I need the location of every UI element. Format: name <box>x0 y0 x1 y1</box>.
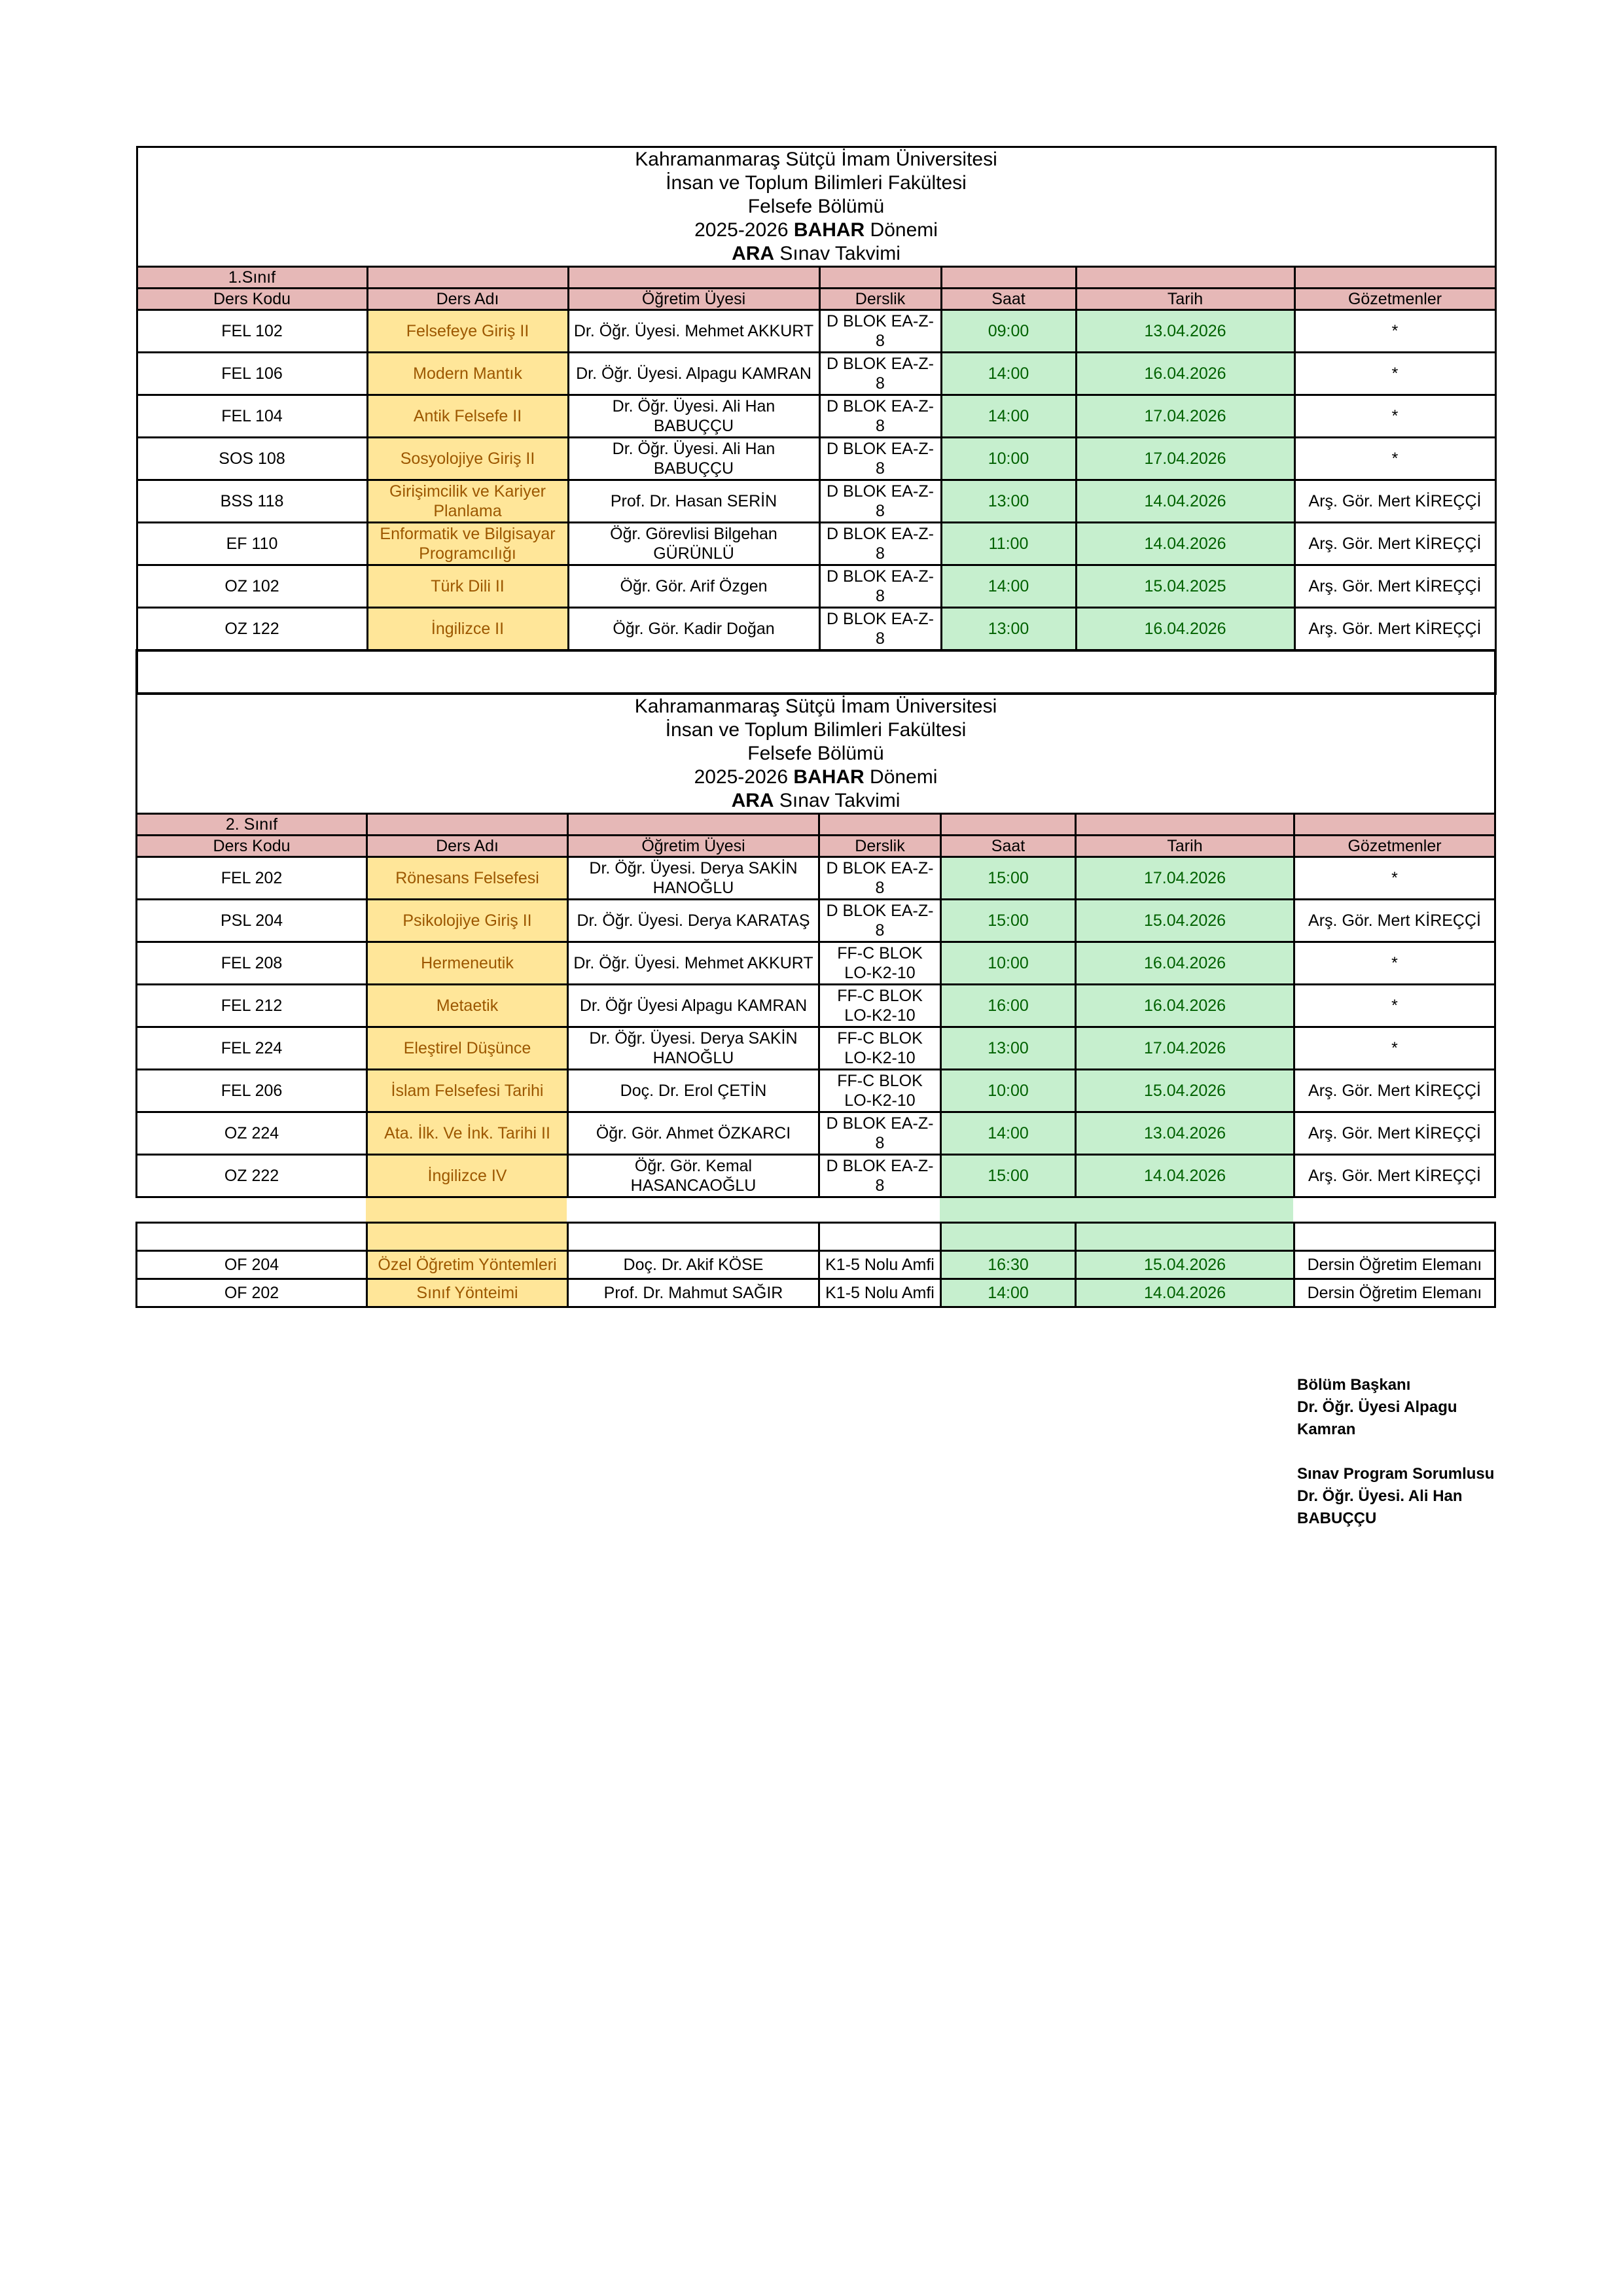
classroom: D BLOK EA-Z-8 <box>819 523 941 565</box>
proctor: * <box>1294 353 1495 395</box>
table-row <box>137 1070 1495 1112</box>
exam-calendar-word: Sınav Takvimi <box>774 243 901 264</box>
col-instructor: Öğretim Üyesi <box>568 836 819 857</box>
instructor: Prof. Dr. Mahmut SAĞIR <box>568 1279 819 1307</box>
instructor: Dr. Öğr. Üyesi. Alpagu KAMRAN <box>568 353 819 395</box>
class-label: 1.Sınıf <box>137 267 367 289</box>
instructor: Öğr. Görevlisi Bilgehan GÜRÜNLÜ <box>568 523 819 565</box>
instructor: Dr. Öğr. Üyesi. Ali Han BABUÇÇU <box>568 438 819 480</box>
classroom: D BLOK EA-Z-8 <box>819 565 941 608</box>
col-course-name: Ders Adı <box>367 289 568 310</box>
classroom: FF-C BLOK LO-K2-10 <box>819 1027 941 1070</box>
table-row <box>137 565 1495 608</box>
proctor: Arş. Gör. Mert KİREÇÇİ <box>1294 523 1495 565</box>
second-year-schedule-table <box>135 695 1496 1198</box>
faculty-name: İnsan ve Toplum Bilimleri Fakültesi <box>666 172 967 194</box>
band-gap <box>135 1198 1494 1222</box>
instructor: Doç. Dr. Erol ÇETİN <box>568 1070 819 1112</box>
table-row <box>137 1027 1495 1070</box>
proctor: Dersin Öğretim Elemanı <box>1294 1251 1495 1279</box>
course-code: OF 202 <box>137 1279 367 1307</box>
exam-date: 13.04.2026 <box>1076 310 1294 353</box>
instructor: Öğr. Gör. Ahmet ÖZKARCI <box>568 1112 819 1155</box>
table-row <box>137 985 1495 1027</box>
proctor: * <box>1294 942 1495 985</box>
col-instructor: Öğretim Üyesi <box>568 289 819 310</box>
course-code: FEL 104 <box>137 395 367 438</box>
proctor: Arş. Gör. Mert KİREÇÇİ <box>1294 1070 1495 1112</box>
instructor: Öğr. Gör. Arif Özgen <box>568 565 819 608</box>
course-name: Rönesans Felsefesi <box>367 857 568 900</box>
empty-row <box>137 1223 1495 1251</box>
course-code: FEL 224 <box>137 1027 367 1070</box>
table-row <box>137 1251 1495 1279</box>
exam-calendar-word: Sınav Takvimi <box>774 790 901 811</box>
exam-time: 15:00 <box>941 900 1076 942</box>
department-head-surname: Kamran <box>1297 1421 1356 1438</box>
column-header-row <box>137 289 1495 310</box>
department-name: Felsefe Bölümü <box>747 196 885 217</box>
table-row <box>137 608 1495 651</box>
university-name: Kahramanmaraş Sütçü İmam Üniversitesi <box>635 149 997 170</box>
course-name: Modern Mantık <box>367 353 568 395</box>
proctor: * <box>1294 395 1495 438</box>
classroom: D BLOK EA-Z-8 <box>819 1155 941 1197</box>
classroom: D BLOK EA-Z-8 <box>819 353 941 395</box>
exam-time: 13:00 <box>941 1027 1076 1070</box>
exam-date: 16.04.2026 <box>1076 985 1294 1027</box>
exam-time: 11:00 <box>941 523 1076 565</box>
course-name: İngilizce IV <box>367 1155 568 1197</box>
department-head-name: Dr. Öğr. Üyesi Alpagu <box>1297 1398 1457 1416</box>
exam-date: 14.04.2026 <box>1076 1279 1294 1307</box>
course-name: Girişimcilik ve Kariyer Planlama <box>367 480 568 523</box>
exam-time: 10:00 <box>941 942 1076 985</box>
proctor: * <box>1294 310 1495 353</box>
col-time: Saat <box>941 289 1076 310</box>
exam-date: 14.04.2026 <box>1076 1155 1294 1197</box>
table-row <box>137 900 1495 942</box>
instructor: Dr. Öğr. Üyesi. Derya SAKİN HANOĞLU <box>568 857 819 900</box>
proctor: * <box>1294 857 1495 900</box>
exam-date: 13.04.2026 <box>1076 1112 1294 1155</box>
university-name: Kahramanmaraş Sütçü İmam Üniversitesi <box>634 696 997 717</box>
course-code: OZ 122 <box>137 608 367 651</box>
classroom: D BLOK EA-Z-8 <box>819 438 941 480</box>
instructor: Doç. Dr. Akif KÖSE <box>568 1251 819 1279</box>
exam-time: 16:30 <box>941 1251 1076 1279</box>
table-row <box>137 353 1495 395</box>
table-row <box>137 1155 1495 1197</box>
term-year: 2025-2026 <box>694 219 794 241</box>
class-label: 2. Sınıf <box>137 814 367 836</box>
exam-time: 15:00 <box>941 1155 1076 1197</box>
proctor: * <box>1294 1027 1495 1070</box>
classroom: K1-5 Nolu Amfi <box>819 1279 941 1307</box>
exam-schedule-sheet <box>135 146 1494 1308</box>
col-time: Saat <box>941 836 1076 857</box>
exam-date: 14.04.2026 <box>1076 523 1294 565</box>
classroom: D BLOK EA-Z-8 <box>819 857 941 900</box>
term-line <box>138 219 1495 242</box>
program-officer-surname: BABUÇÇU <box>1297 1510 1377 1527</box>
proctor: Dersin Öğretim Elemanı <box>1294 1279 1495 1307</box>
section-spacer <box>137 650 1495 694</box>
exam-time: 13:00 <box>941 480 1076 523</box>
second-year-title-block <box>137 695 1495 814</box>
course-code: FEL 208 <box>137 942 367 985</box>
course-name: İngilizce II <box>367 608 568 651</box>
instructor: Dr. Öğr. Üyesi. Mehmet AKKURT <box>568 942 819 985</box>
classroom: FF-C BLOK LO-K2-10 <box>819 1070 941 1112</box>
proctor: Arş. Gör. Mert KİREÇÇİ <box>1294 1155 1495 1197</box>
exam-time: 09:00 <box>941 310 1076 353</box>
program-officer-title: Sınav Program Sorumlusu <box>1297 1465 1495 1483</box>
course-name: Sosyolojiye Giriş II <box>367 438 568 480</box>
table-row <box>137 1112 1495 1155</box>
exam-date: 16.04.2026 <box>1076 942 1294 985</box>
faculty-name: İnsan ve Toplum Bilimleri Fakültesi <box>665 719 967 741</box>
exam-date: 17.04.2026 <box>1076 438 1294 480</box>
term-year: 2025-2026 <box>694 766 794 788</box>
course-name: Eleştirel Düşünce <box>367 1027 568 1070</box>
exam-type: ARA <box>732 243 775 264</box>
term-word: Dönemi <box>865 219 938 241</box>
classroom: D BLOK EA-Z-8 <box>819 310 941 353</box>
table-row <box>137 310 1495 353</box>
course-code: FEL 202 <box>137 857 367 900</box>
col-course-code: Ders Kodu <box>137 836 367 857</box>
department-name: Felsefe Bölümü <box>747 743 884 764</box>
instructor: Öğr. Gör. Kemal HASANCAOĞLU <box>568 1155 819 1197</box>
proctor: Arş. Gör. Mert KİREÇÇİ <box>1294 1112 1495 1155</box>
first-year-schedule-table <box>135 146 1497 695</box>
col-course-code: Ders Kodu <box>137 289 367 310</box>
course-code: OZ 224 <box>137 1112 367 1155</box>
classroom: FF-C BLOK LO-K2-10 <box>819 985 941 1027</box>
proctor: Arş. Gör. Mert KİREÇÇİ <box>1294 900 1495 942</box>
exam-time: 14:00 <box>941 395 1076 438</box>
col-course-name: Ders Adı <box>367 836 568 857</box>
course-code: FEL 106 <box>137 353 367 395</box>
course-code: EF 110 <box>137 523 367 565</box>
exam-time: 14:00 <box>941 1112 1076 1155</box>
col-date: Tarih <box>1076 836 1294 857</box>
instructor: Dr. Öğr. Üyesi. Derya KARATAŞ <box>568 900 819 942</box>
course-code: PSL 204 <box>137 900 367 942</box>
classroom: D BLOK EA-Z-8 <box>819 480 941 523</box>
table-row <box>137 523 1495 565</box>
course-code: BSS 118 <box>137 480 367 523</box>
course-name: Psikolojiye Giriş II <box>367 900 568 942</box>
course-code: FEL 212 <box>137 985 367 1027</box>
table-row <box>137 857 1495 900</box>
exam-date: 17.04.2026 <box>1076 857 1294 900</box>
classroom: K1-5 Nolu Amfi <box>819 1251 941 1279</box>
exam-date: 15.04.2026 <box>1076 1251 1294 1279</box>
table-row <box>137 1279 1495 1307</box>
exam-date: 15.04.2026 <box>1076 900 1294 942</box>
exam-type-line <box>138 242 1495 266</box>
course-name: Antik Felsefe II <box>367 395 568 438</box>
exam-time: 13:00 <box>941 608 1076 651</box>
exam-time: 14:00 <box>941 565 1076 608</box>
course-code: OZ 222 <box>137 1155 367 1197</box>
instructor: Prof. Dr. Hasan SERİN <box>568 480 819 523</box>
class-label-row <box>137 814 1495 836</box>
classroom: D BLOK EA-Z-8 <box>819 1112 941 1155</box>
exam-time: 14:00 <box>941 1279 1076 1307</box>
exam-time: 14:00 <box>941 353 1076 395</box>
term-season: BAHAR <box>793 219 865 241</box>
exam-type-line <box>137 789 1494 813</box>
term-word: Dönemi <box>864 766 938 788</box>
course-name: Hermeneutik <box>367 942 568 985</box>
first-year-title-block <box>137 147 1495 267</box>
term-line <box>137 766 1494 789</box>
term-season: BAHAR <box>793 766 865 788</box>
exam-date: 16.04.2026 <box>1076 608 1294 651</box>
col-proctors: Gözetmenler <box>1294 836 1495 857</box>
classroom: FF-C BLOK LO-K2-10 <box>819 942 941 985</box>
table-row <box>137 438 1495 480</box>
course-name: Ata. İlk. Ve İnk. Tarihi II <box>367 1112 568 1155</box>
col-date: Tarih <box>1076 289 1294 310</box>
course-name: İslam Felsefesi Tarihi <box>367 1070 568 1112</box>
course-code: SOS 108 <box>137 438 367 480</box>
course-name: Metaetik <box>367 985 568 1027</box>
table-row <box>137 480 1495 523</box>
exam-date: 14.04.2026 <box>1076 480 1294 523</box>
course-name: Enformatik ve Bilgisayar Programcılığı <box>367 523 568 565</box>
proctor: Arş. Gör. Mert KİREÇÇİ <box>1294 480 1495 523</box>
signature-block <box>1297 1374 1494 1530</box>
proctor: Arş. Gör. Mert KİREÇÇİ <box>1294 565 1495 608</box>
exam-date: 15.04.2025 <box>1076 565 1294 608</box>
course-name: Felsefeye Giriş II <box>367 310 568 353</box>
exam-date: 16.04.2026 <box>1076 353 1294 395</box>
instructor: Dr. Öğr Üyesi Alpagu KAMRAN <box>568 985 819 1027</box>
elective-schedule-table <box>135 1222 1496 1308</box>
course-name: Türk Dili II <box>367 565 568 608</box>
classroom: D BLOK EA-Z-8 <box>819 900 941 942</box>
course-code: FEL 102 <box>137 310 367 353</box>
proctor: Arş. Gör. Mert KİREÇÇİ <box>1294 608 1495 651</box>
exam-type: ARA <box>731 790 774 811</box>
instructor: Öğr. Gör. Kadir Doğan <box>568 608 819 651</box>
column-header-row <box>137 836 1495 857</box>
department-head-title: Bölüm Başkanı <box>1297 1376 1411 1394</box>
proctor: * <box>1294 438 1495 480</box>
proctor: * <box>1294 985 1495 1027</box>
course-code: OF 204 <box>137 1251 367 1279</box>
exam-time: 15:00 <box>941 857 1076 900</box>
instructor: Dr. Öğr. Üyesi. Ali Han BABUÇÇU <box>568 395 819 438</box>
class-label-row <box>137 267 1495 289</box>
program-officer-name: Dr. Öğr. Üyesi. Ali Han <box>1297 1487 1463 1505</box>
exam-date: 17.04.2026 <box>1076 395 1294 438</box>
col-proctors: Gözetmenler <box>1294 289 1495 310</box>
course-name: Sınıf Yönteimi <box>367 1279 568 1307</box>
col-classroom: Derslik <box>819 836 941 857</box>
instructor: Dr. Öğr. Üyesi. Derya SAKİN HANOĞLU <box>568 1027 819 1070</box>
exam-time: 10:00 <box>941 438 1076 480</box>
table-row <box>137 395 1495 438</box>
course-name: Özel Öğretim Yöntemleri <box>367 1251 568 1279</box>
exam-date: 17.04.2026 <box>1076 1027 1294 1070</box>
exam-time: 16:00 <box>941 985 1076 1027</box>
course-code: OZ 102 <box>137 565 367 608</box>
course-code: FEL 206 <box>137 1070 367 1112</box>
instructor: Dr. Öğr. Üyesi. Mehmet AKKURT <box>568 310 819 353</box>
exam-time: 10:00 <box>941 1070 1076 1112</box>
classroom: D BLOK EA-Z-8 <box>819 608 941 651</box>
table-row <box>137 942 1495 985</box>
classroom: D BLOK EA-Z-8 <box>819 395 941 438</box>
col-classroom: Derslik <box>819 289 941 310</box>
exam-date: 15.04.2026 <box>1076 1070 1294 1112</box>
